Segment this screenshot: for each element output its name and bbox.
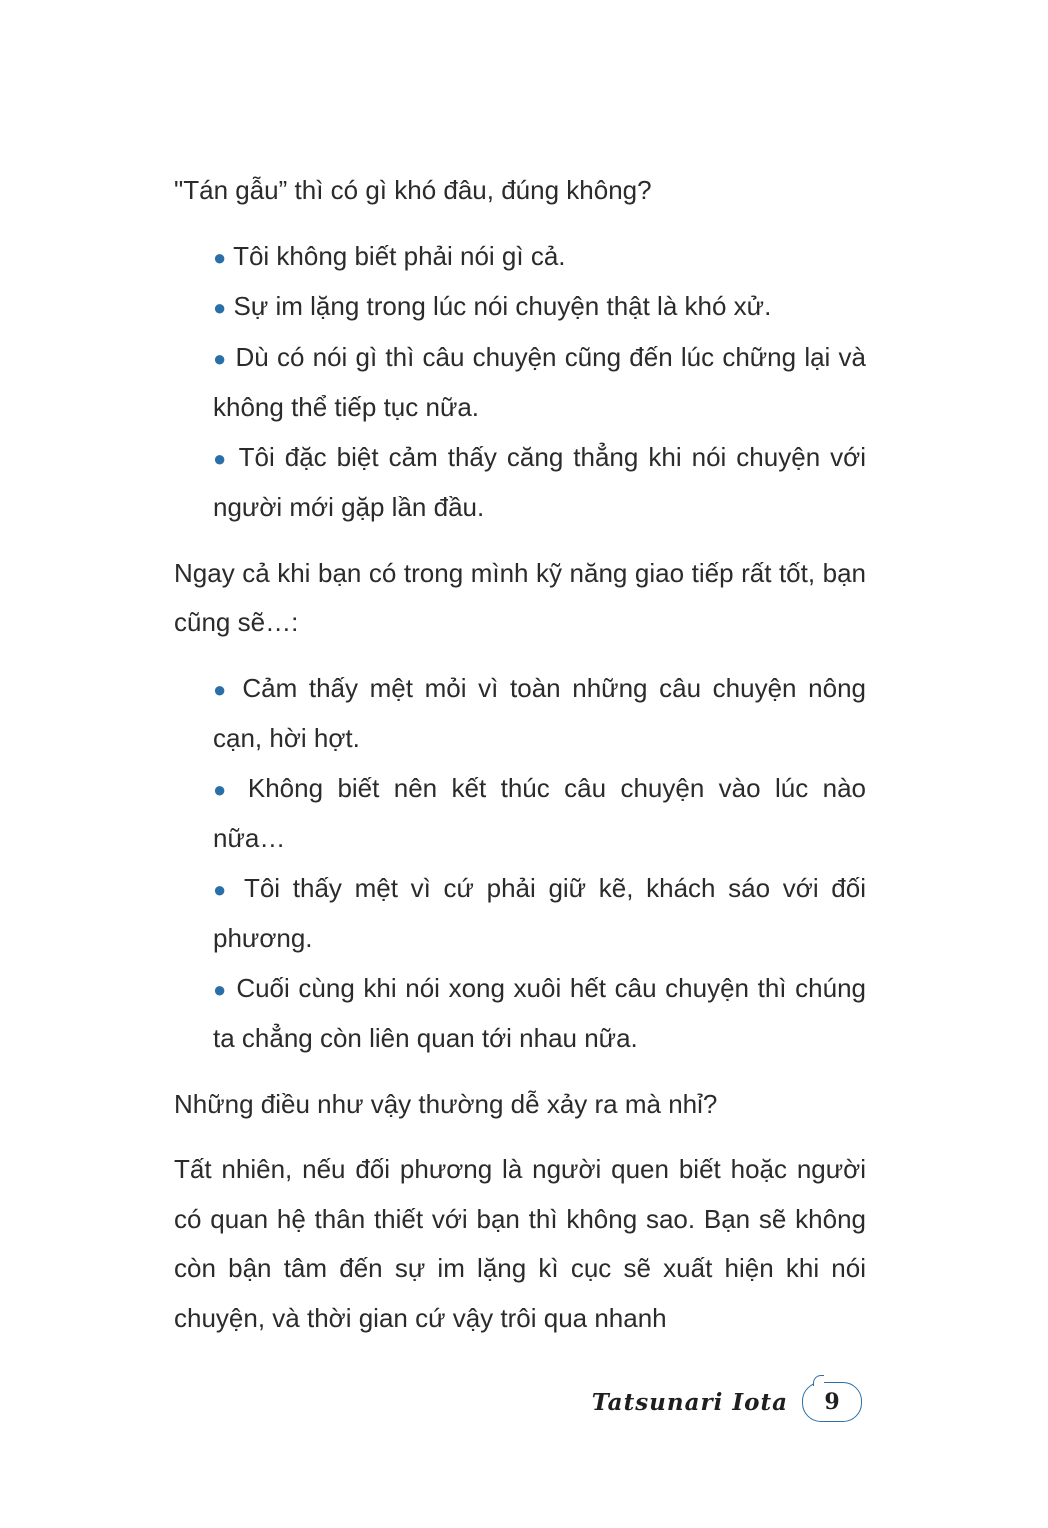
paragraph-question: Những điều như vậy thường dễ xảy ra mà nhỉ? [174, 1088, 718, 1119]
bullet-dot-icon: ● [213, 676, 231, 702]
list-item: ● Không biết nên kết thúc câu chuyện vào lúc nào nữa… [213, 772, 867, 853]
list-item: ● Dù có nói gì thì câu chuyện cũng đến lúc chững lại và không thể tiếp tục nữa. [213, 341, 866, 422]
page-number-badge [802, 1382, 862, 1422]
bullet-dot-icon: ● [213, 976, 228, 1002]
intro-paragraph: "Tán gẫu” thì có gì khó đâu, đúng không? [174, 175, 652, 205]
list-item: ● Cuối cùng khi nói xong xuôi hết câu chuyện thì chúng ta chẳng còn liên quan tới nhau nữa. [213, 972, 866, 1053]
list-item: ● Cảm thấy mệt mỏi vì toàn những câu chuyện nông cạn, hời hợt. [213, 672, 866, 753]
bullet-list-feelings [174, 664, 866, 1064]
bullet-list-problems [174, 232, 866, 533]
list-item: ● Tôi đặc biệt cảm thấy căng thẳng khi nói chuyện với người mới gặp lần đầu. [213, 441, 866, 522]
bullet-dot-icon: ● [213, 445, 230, 471]
page-body [174, 166, 866, 1343]
bullet-dot-icon: ● [213, 876, 232, 902]
list-item: ● Tôi thấy mệt vì cứ phải giữ kẽ, khách sáo với đối phương. [213, 872, 866, 953]
list-item: ● Tôi không biết phải nói gì cả. [213, 240, 566, 271]
paragraph-skills: Ngay cả khi bạn có trong mình kỹ năng giao tiếp rất tốt, bạn cũng sẽ…: [174, 557, 866, 637]
paragraph-continuation: Tất nhiên, nếu đối phương là người quen biết hoặc người có quan hệ thân thiết với bạn thì không sao. Bạn sẽ không còn bận tâm đến sự im lặng kì cục sẽ xuất hiện khi nói chuyện, và thời gian cứ vậy trôi qua nhanh [174, 1154, 866, 1333]
bullet-dot-icon: ● [213, 776, 234, 802]
page-number: 9 [824, 1389, 840, 1415]
list-item: ● Sự im lặng trong lúc nói chuyện thật là khó xử. [213, 291, 772, 321]
bullet-dot-icon: ● [213, 244, 227, 270]
bullet-dot-icon: ● [213, 345, 228, 371]
bullet-dot-icon: ● [213, 295, 227, 320]
page-footer [592, 1378, 862, 1426]
author-name: Tatsunari Iota [591, 1388, 788, 1416]
